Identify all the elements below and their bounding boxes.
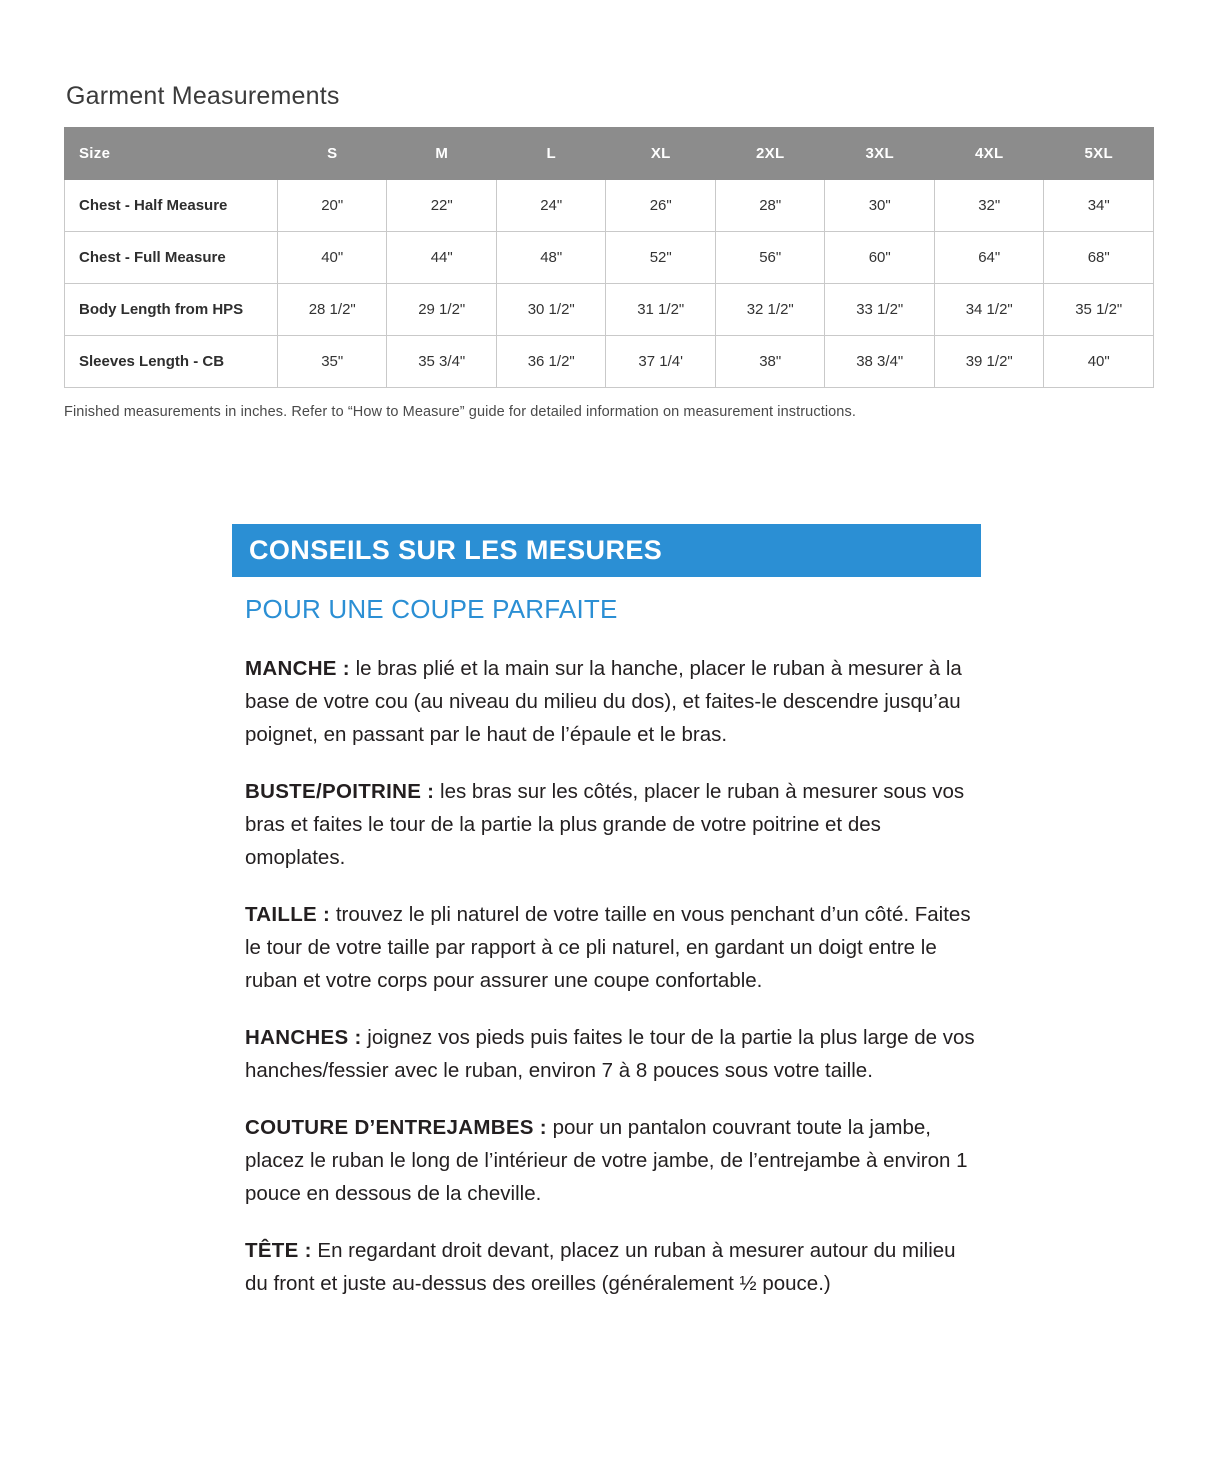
tip-label: COUTURE D’ENTREJAMBES : <box>245 1116 547 1139</box>
tip-item-hanches <box>245 1021 980 1087</box>
tip-label: TÊTE : <box>245 1239 312 1262</box>
column-header-m: M <box>387 128 497 180</box>
table-cell: 44" <box>387 232 497 284</box>
tip-text: le bras plié et la main sur la hanche, placer le ruban à mesurer à la base de votre cou (au niveau du milieu du dos), et faites-le descendre jusqu’au poignet, en passant par le haut de l’épaule et le bras. <box>245 657 962 746</box>
column-header-xl: XL <box>606 128 716 180</box>
table-row <box>65 284 1154 336</box>
table-cell: 28 1/2" <box>277 284 387 336</box>
table-cell: 39 1/2" <box>934 336 1044 388</box>
table-cell: 60" <box>825 232 935 284</box>
row-label: Chest - Full Measure <box>65 232 278 284</box>
tip-text: trouvez le pli naturel de votre taille en vous penchant d’un côté. Faites le tour de votre taille par rapport à ce pli naturel, en gardant un doigt entre le ruban et votre corps pour assurer une coupe confortable. <box>245 903 971 992</box>
table-cell: 34" <box>1044 180 1154 232</box>
table-cell: 31 1/2" <box>606 284 716 336</box>
table-row <box>65 336 1154 388</box>
table-cell: 38" <box>715 336 825 388</box>
tips-banner-title: CONSEILS SUR LES MESURES <box>232 524 981 577</box>
column-header-s: S <box>277 128 387 180</box>
table-cell: 64" <box>934 232 1044 284</box>
column-header-size: Size <box>65 128 278 180</box>
table-cell: 52" <box>606 232 716 284</box>
table-cell: 33 1/2" <box>825 284 935 336</box>
tip-label: MANCHE : <box>245 657 350 680</box>
page-title: Garment Measurements <box>66 82 340 110</box>
column-header-4xl: 4XL <box>934 128 1044 180</box>
table-cell: 40" <box>1044 336 1154 388</box>
size-chart-table <box>64 127 1154 388</box>
table-row <box>65 180 1154 232</box>
table-cell: 38 3/4" <box>825 336 935 388</box>
row-label: Sleeves Length - CB <box>65 336 278 388</box>
tips-list <box>245 652 980 1300</box>
tip-text: joignez vos pieds puis faites le tour de la partie la plus large de vos hanches/fessier avec le ruban, environ 7 à 8 pouces sous votre taille. <box>245 1026 975 1082</box>
tips-subtitle: POUR UNE COUPE PARFAITE <box>245 594 618 624</box>
measurement-tips-section <box>232 524 992 1300</box>
table-cell: 32 1/2" <box>715 284 825 336</box>
table-cell: 56" <box>715 232 825 284</box>
table-row <box>65 232 1154 284</box>
table-header-row <box>65 128 1154 180</box>
tip-item-buste-poitrine <box>245 775 980 874</box>
column-header-l: L <box>496 128 606 180</box>
tip-text: les bras sur les côtés, placer le ruban à mesurer sous vos bras et faites le tour de la partie la plus grande de votre poitrine et des omoplates. <box>245 780 965 869</box>
row-label: Body Length from HPS <box>65 284 278 336</box>
table-cell: 68" <box>1044 232 1154 284</box>
row-label: Chest - Half Measure <box>65 180 278 232</box>
table-cell: 22" <box>387 180 497 232</box>
table-cell: 26" <box>606 180 716 232</box>
table-cell: 40" <box>277 232 387 284</box>
table-cell: 24" <box>496 180 606 232</box>
table-cell: 30" <box>825 180 935 232</box>
tip-label: BUSTE/POITRINE : <box>245 780 435 803</box>
table-cell: 30 1/2" <box>496 284 606 336</box>
table-cell: 20" <box>277 180 387 232</box>
table-cell: 35 1/2" <box>1044 284 1154 336</box>
table-cell: 35" <box>277 336 387 388</box>
tip-item-couture-entrejambes <box>245 1111 980 1210</box>
tip-item-taille <box>245 898 980 997</box>
tip-text: pour un pantalon couvrant toute la jambe, placez le ruban le long de l’intérieur de votre jambe, de l’entrejambe à environ 1 pouce en dessous de la cheville. <box>245 1116 968 1205</box>
column-header-5xl: 5XL <box>1044 128 1154 180</box>
table-footnote: Finished measurements in inches. Refer to “How to Measure” guide for detailed information on measurement instructions. <box>64 404 856 420</box>
garment-measurements-section <box>64 82 1154 435</box>
table-cell: 48" <box>496 232 606 284</box>
table-cell: 35 3/4" <box>387 336 497 388</box>
table-cell: 37 1/4' <box>606 336 716 388</box>
column-header-3xl: 3XL <box>825 128 935 180</box>
tip-label: HANCHES : <box>245 1026 362 1049</box>
tip-item-tete <box>245 1234 980 1300</box>
table-cell: 32" <box>934 180 1044 232</box>
table-cell: 36 1/2" <box>496 336 606 388</box>
table-cell: 34 1/2" <box>934 284 1044 336</box>
tip-label: TAILLE : <box>245 903 331 926</box>
tip-text: En regardant droit devant, placez un ruban à mesurer autour du milieu du front et juste au-dessus des oreilles (généralement ½ pouce.) <box>245 1239 956 1295</box>
column-header-2xl: 2XL <box>715 128 825 180</box>
table-cell: 29 1/2" <box>387 284 497 336</box>
tip-item-manche <box>245 652 980 751</box>
table-cell: 28" <box>715 180 825 232</box>
